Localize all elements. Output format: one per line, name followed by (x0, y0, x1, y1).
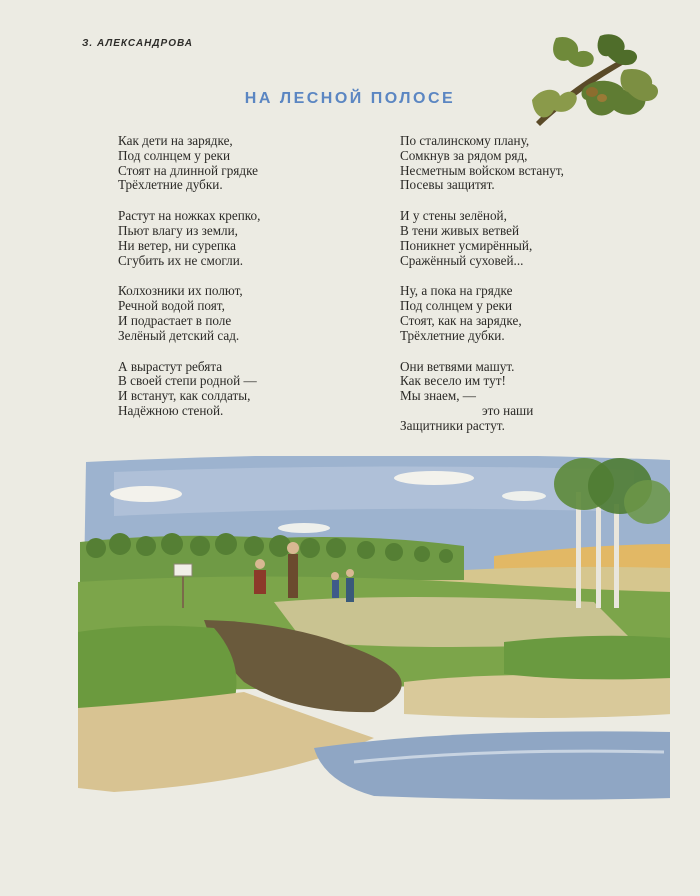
oak-leaves-icon (528, 30, 662, 134)
poem-column-left (118, 134, 348, 435)
verse-line: Они ветвями машут. (400, 358, 515, 374)
verse-line: Колхозники их полют, (118, 283, 243, 299)
stanza (400, 360, 630, 434)
verse-line: Ну, а пока на грядке (400, 283, 513, 299)
verse-line: И встанут, как солдаты, (118, 388, 251, 404)
verse-line: Стоят, как на зарядке, (400, 312, 522, 328)
verse-line: Сражённый суховей... (400, 252, 524, 268)
stanza (400, 284, 630, 343)
verse-line: Поникнет усмирённый, (400, 237, 533, 253)
verse-line: Надёжною стеной. (118, 402, 224, 418)
verse-line: И у стены зелёной, (400, 208, 507, 224)
landscape-illustration (74, 452, 674, 804)
verse-line: Защитники растут. (400, 417, 505, 433)
verse-line: Под солнцем у реки (400, 298, 513, 314)
poem-column-right (400, 134, 630, 450)
stanza (118, 209, 348, 268)
verse-line: В своей степи родной — (118, 373, 257, 389)
verse-line: Зелёный детский сад. (118, 327, 240, 343)
stanza (400, 134, 630, 193)
verse-line: Пьют влагу из земли, (118, 222, 238, 238)
verse-line: Как дети на зарядке, (118, 133, 233, 148)
verse-line: Под солнцем у реки (118, 147, 231, 163)
stanza (400, 209, 630, 268)
verse-line: Сгубить их не смогли. (118, 252, 244, 268)
verse-line: Мы знаем, — (400, 388, 476, 404)
verse-line: Ни ветер, ни сурепка (118, 237, 236, 253)
verse-line: это наши (482, 402, 534, 418)
verse-line: Несметным войском встанут, (400, 162, 564, 178)
verse-line: Стоят на длинной грядке (118, 162, 259, 178)
verse-line: В тени живых ветвей (400, 222, 520, 238)
verse-line: Как весело им тут! (400, 373, 506, 389)
poem-title: НА ЛЕСНОЙ ПОЛОСЕ (244, 90, 456, 107)
stanza (118, 360, 348, 419)
verse-line: А вырастут ребята (118, 358, 223, 374)
author-name: З. АЛЕКСАНДРОВА (82, 38, 194, 49)
verse-line: Сомкнув за рядом ряд, (400, 147, 528, 163)
verse-line: Посевы защитят. (400, 177, 495, 193)
verse-line: Растут на ножках крепко, (118, 208, 261, 224)
verse-line: Трёхлетние дубки. (118, 177, 223, 193)
verse-line: Трёхлетние дубки. (400, 327, 505, 343)
verse-line: И подрастает в поле (118, 312, 232, 328)
verse-line: По сталинскому плану, (400, 133, 530, 148)
stanza (118, 284, 348, 343)
verse-line: Речной водой поят, (118, 298, 225, 314)
stanza (118, 134, 348, 193)
